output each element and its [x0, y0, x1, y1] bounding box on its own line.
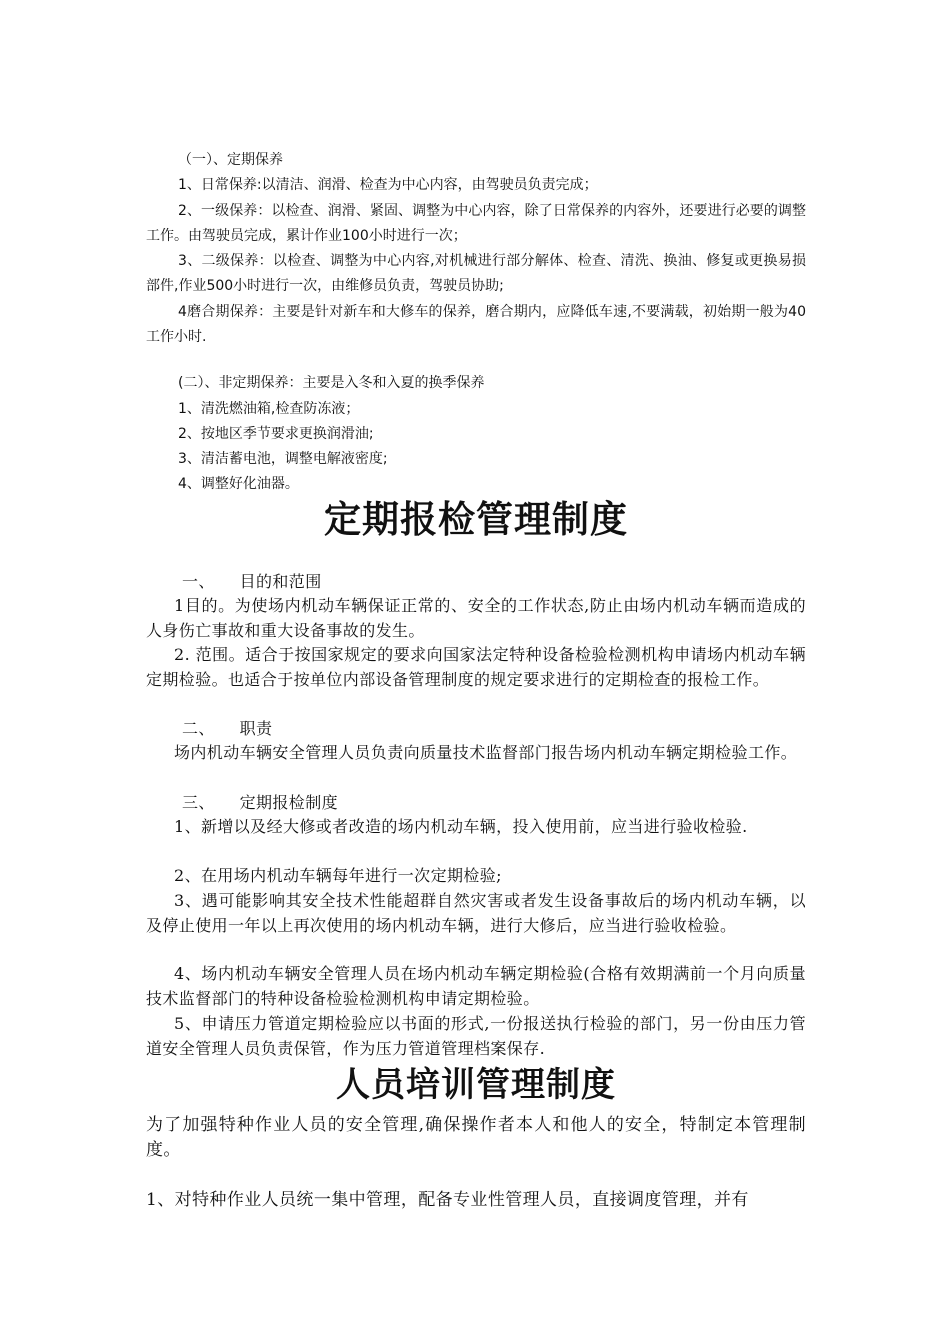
section-heading: 二、 职责	[182, 719, 273, 738]
list-item: 2、在用场内机动车辆每年进行一次定期检验;	[174, 866, 502, 885]
list-item: 5、申请压力管道定期检验应以书面的形式,一份报送执行检验的部门，另一份由压力管道安全管理人员负责保管，作为压力管道管理档案保存.	[146, 1014, 806, 1058]
list-item: 1、清洗燃油箱,检查防冻液；	[178, 401, 360, 417]
list-item: 2、按地区季节要求更换润滑油;	[178, 426, 374, 442]
list-item: 1、新增以及经大修或者改造的场内机动车辆，投入使用前，应当进行验收检验.	[174, 817, 748, 836]
page-title: 人员培训管理制度	[336, 1065, 616, 1105]
list-item: 4、调整好化油器。	[178, 476, 299, 492]
paragraph: 场内机动车辆安全管理人员负责向质量技术监督部门报告场内机动车辆定期检验工作。	[174, 743, 798, 762]
list-item: 3、清洁蓄电池，调整电解液密度;	[178, 451, 388, 467]
page-title: 定期报检管理制度	[324, 498, 628, 541]
section-heading: （一）、定期保养	[178, 152, 283, 168]
list-item: 2、一级保养：以检查、润滑、紧固、调整为中心内容，除了日常保养的内容外，还要进行必要的调整工作。由驾驶员完成，累计作业100小时进行一次；	[146, 203, 806, 244]
list-item: 3、二级保养：以检查、调整为中心内容,对机械进行部分解体、检查、清洗、换油、修复或更换易损部件,作业500小时进行一次，由维修员负责，驾驶员协助;	[146, 253, 806, 294]
section-heading: 三、 定期报检制度	[182, 793, 339, 812]
paragraph: 1、对特种作业人员统一集中管理，配备专业性管理人员，直接调度管理，并有	[146, 1190, 749, 1210]
section-heading: (二）、非定期保养：主要是入冬和入夏的换季保养	[178, 375, 485, 391]
list-item: 3、遇可能影响其安全技术性能超群自然灾害或者发生设备事故后的场内机动车辆，以及停止使用一年以上再次使用的场内机动车辆，进行大修后，应当进行验收检验。	[146, 891, 806, 935]
list-item: 4、场内机动车辆安全管理人员在场内机动车辆定期检验(合格有效期满前一个月向质量技术监督部门的特种设备检验检测机构申请定期检验。	[146, 964, 806, 1008]
section-heading: 一、 目的和范围	[182, 572, 322, 591]
paragraph: 1目的。为使场内机动车辆保证正常的、安全的工作状态,防止由场内机动车辆而造成的人身伤亡事故和重大设备事故的发生。	[146, 596, 806, 640]
list-item: 1、日常保养:以清洁、润滑、检查为中心内容，由驾驶员负责完成；	[178, 177, 598, 193]
paragraph: 2. 范围。适合于按国家规定的要求向国家法定特种设备检验检测机构申请场内机动车辆定期检验。也适合于按单位内部设备管理制度的规定要求进行的定期检查的报检工作。	[146, 645, 806, 689]
paragraph: 为了加强特种作业人员的安全管理,确保操作者本人和他人的安全，特制定本管理制度。	[146, 1115, 806, 1160]
list-item: 4磨合期保养：主要是针对新车和大修车的保养，磨合期内，应降低车速,不要满载，初始期一般为40工作小时.	[146, 304, 806, 345]
